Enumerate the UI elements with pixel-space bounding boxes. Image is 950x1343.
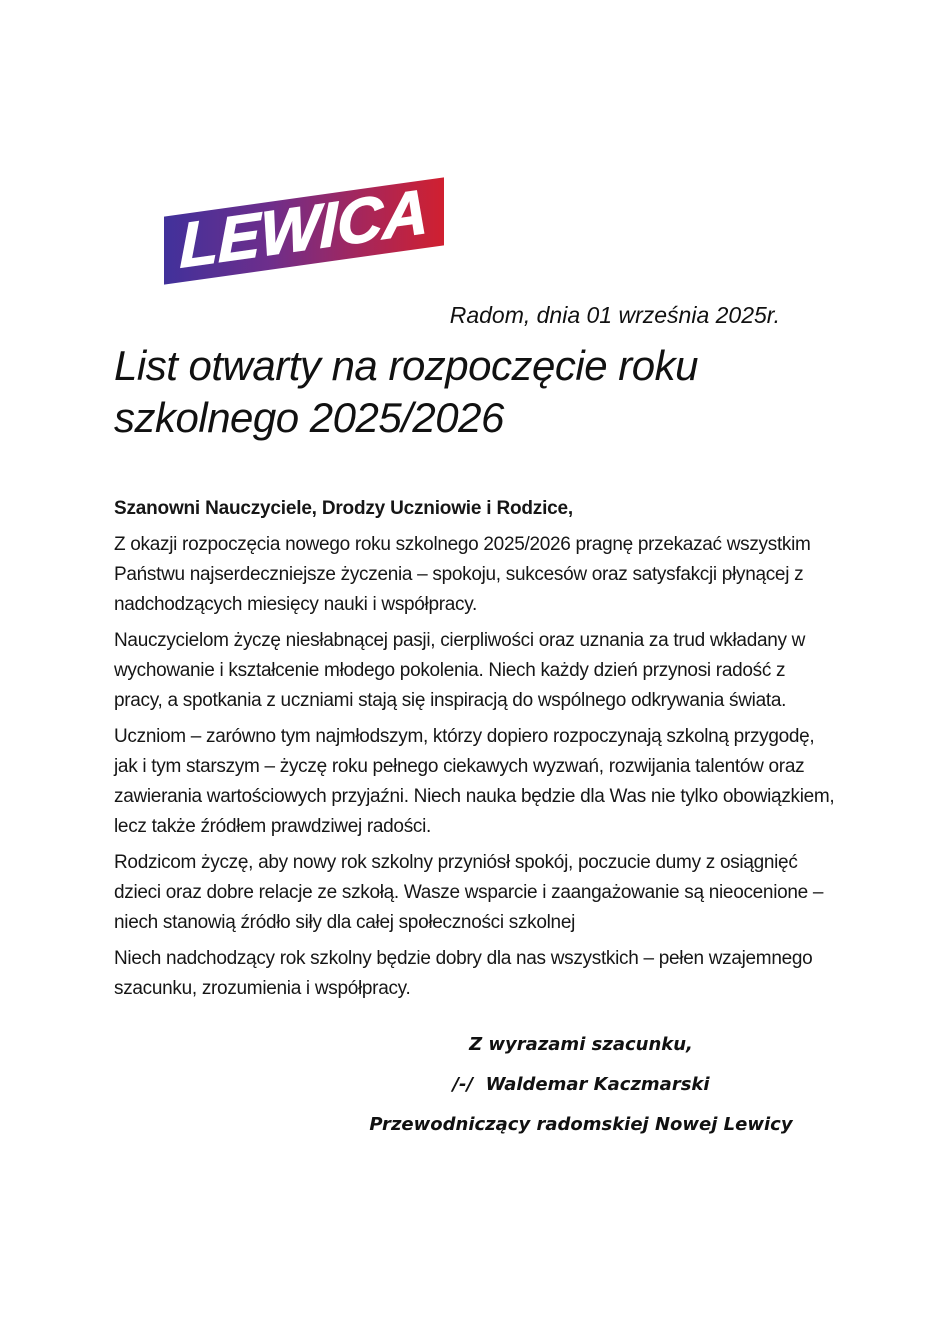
dateline: Radom, dnia 01 września 2025r. xyxy=(449,302,780,328)
paragraph-parents: Rodzicom życzę, aby nowy rok szkolny przyniósł spokój, poczucie dumy z osiągnięć dzieci oraz dobre relacje ze szkołą. Wasze wsparcie i zaangażowanie są nieocenione – niech stanowią źródło siły dla całej społeczności szkolnej xyxy=(114,852,824,933)
paragraph-wishes-all: Z okazji rozpoczęcia nowego roku szkolnego 2025/2026 pragnę przekazać wszystkim Państwu najserdeczniejsze życzenia – spokoju, sukcesów oraz satysfakcji płynącej z nadchodzących miesięcy nauki i współpracy. xyxy=(114,534,811,615)
lewica-logo xyxy=(164,177,444,284)
lewica-logo-text: LEWICA xyxy=(179,176,429,282)
paragraph-teachers: Nauczycielom życzę niesłabnącej pasji, cierpliwości oraz uznania za trud wkładany w wychowanie i kształcenie młodego pokolenia. Niech każdy dzień przynosi radość z pracy, a spotkania z uczniami stają się inspiracją do wspólnego odkrywania świata. xyxy=(114,630,806,711)
signature-role: Przewodniczący radomskiej Nowej Lewicy xyxy=(369,1114,793,1135)
greeting-line: Szanowni Nauczyciele, Drodzy Uczniowie i Rodzice, xyxy=(114,498,573,519)
signature-closing: Z wyrazami szacunku, xyxy=(469,1034,693,1055)
signature-block xyxy=(330,1036,832,1134)
paragraph-students: Uczniom – zarówno tym najmłodszym, którzy dopiero rozpoczynają szkolną przygodę, jak i tym starszym – życzę roku pełnego ciekawych wyzwań, rozwijania talentów oraz zawierania wartościowych przyjaźni. Niech nauka będzie dla Was nie tylko obowiązkiem, lecz także źródłem prawdziwej radości. xyxy=(114,726,835,837)
signature-name: /-/ Waldemar Kaczmarski xyxy=(452,1074,710,1095)
paragraph-closing-wish: Niech nadchodzący rok szkolny będzie dobry dla nas wszystkich – pełen wzajemnego szacunku, zrozumienia i współpracy. xyxy=(114,948,813,999)
letter-title: List otwarty na rozpoczęcie roku szkolnego 2025/2026 xyxy=(114,342,698,441)
